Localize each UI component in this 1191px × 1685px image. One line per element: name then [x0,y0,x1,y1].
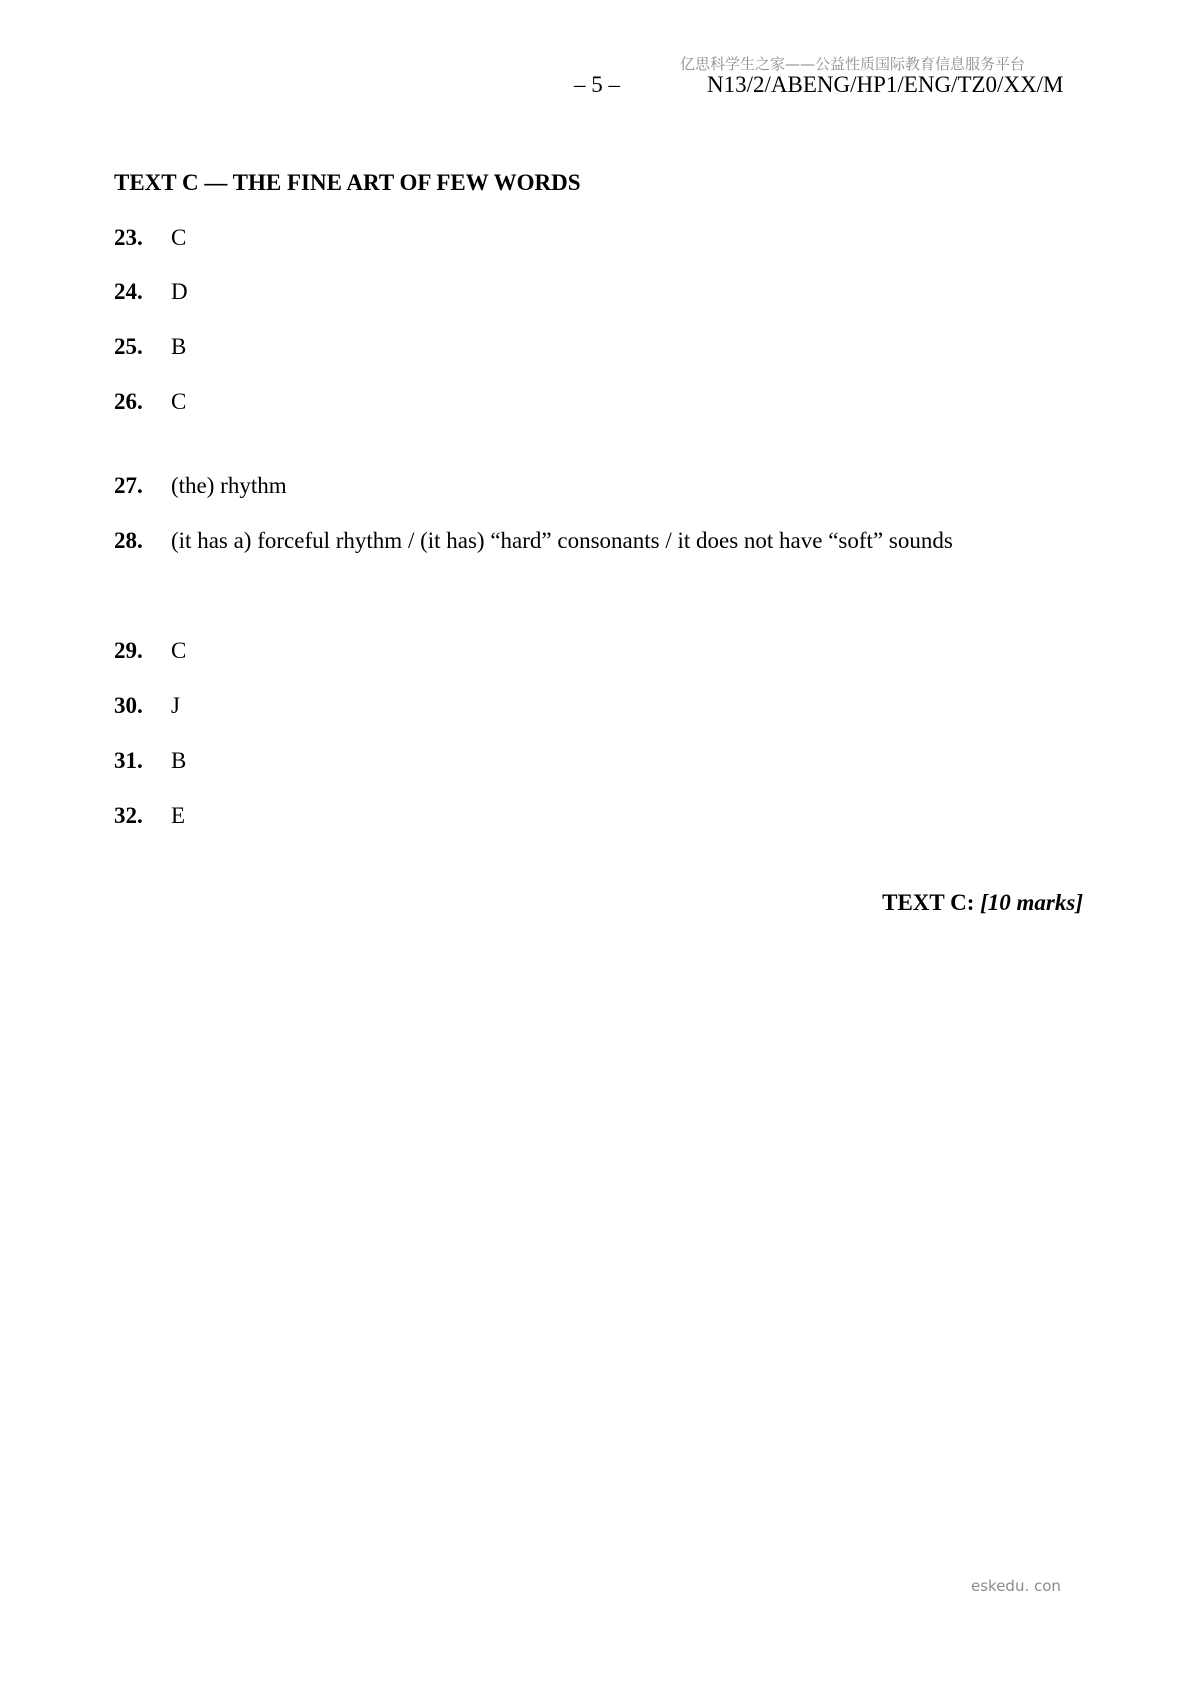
answer-text: C [171,225,187,250]
answer-text: (the) rhythm [171,473,287,498]
question-number: 29. [114,638,143,663]
answer-text: E [171,803,186,828]
answer-text: B [171,748,187,773]
answer-item [114,747,974,775]
marks-value: [10 marks] [980,890,1083,915]
answer-item [114,802,974,830]
question-number: 30. [114,693,143,718]
answer-item [114,224,974,252]
answer-item [114,333,974,361]
marks-label: TEXT C: [882,890,975,915]
page-number: – 5 – [574,72,620,97]
answer-text: J [171,693,180,718]
section-title: TEXT C — THE FINE ART OF FEW WORDS [114,170,581,195]
answer-text: B [171,334,187,359]
answer-text: (it has a) forceful rhythm / (it has) “hard” consonants / it does not have “soft” sounds [171,528,953,553]
answer-text: D [171,279,188,304]
answer-item [114,388,974,416]
answer-item [114,472,974,500]
document-code: N13/2/ABENG/HP1/ENG/TZ0/XX/M [707,72,1064,97]
footer-watermark: eskedu. con [971,1577,1061,1595]
answer-text: C [171,389,187,414]
question-number: 28. [114,528,143,553]
question-number: 25. [114,334,143,359]
answer-item [114,692,974,720]
answer-text: C [171,638,187,663]
answer-item [114,278,974,306]
question-number: 31. [114,748,143,773]
answer-item [114,527,974,555]
question-number: 27. [114,473,143,498]
question-number: 26. [114,389,143,414]
question-number: 23. [114,225,143,250]
question-number: 32. [114,803,143,828]
header-watermark: 亿思科学生之家——公益性质国际教育信息服务平台 [680,55,1026,73]
question-number: 24. [114,279,143,304]
answer-item [114,637,974,665]
section-marks [882,890,1083,916]
